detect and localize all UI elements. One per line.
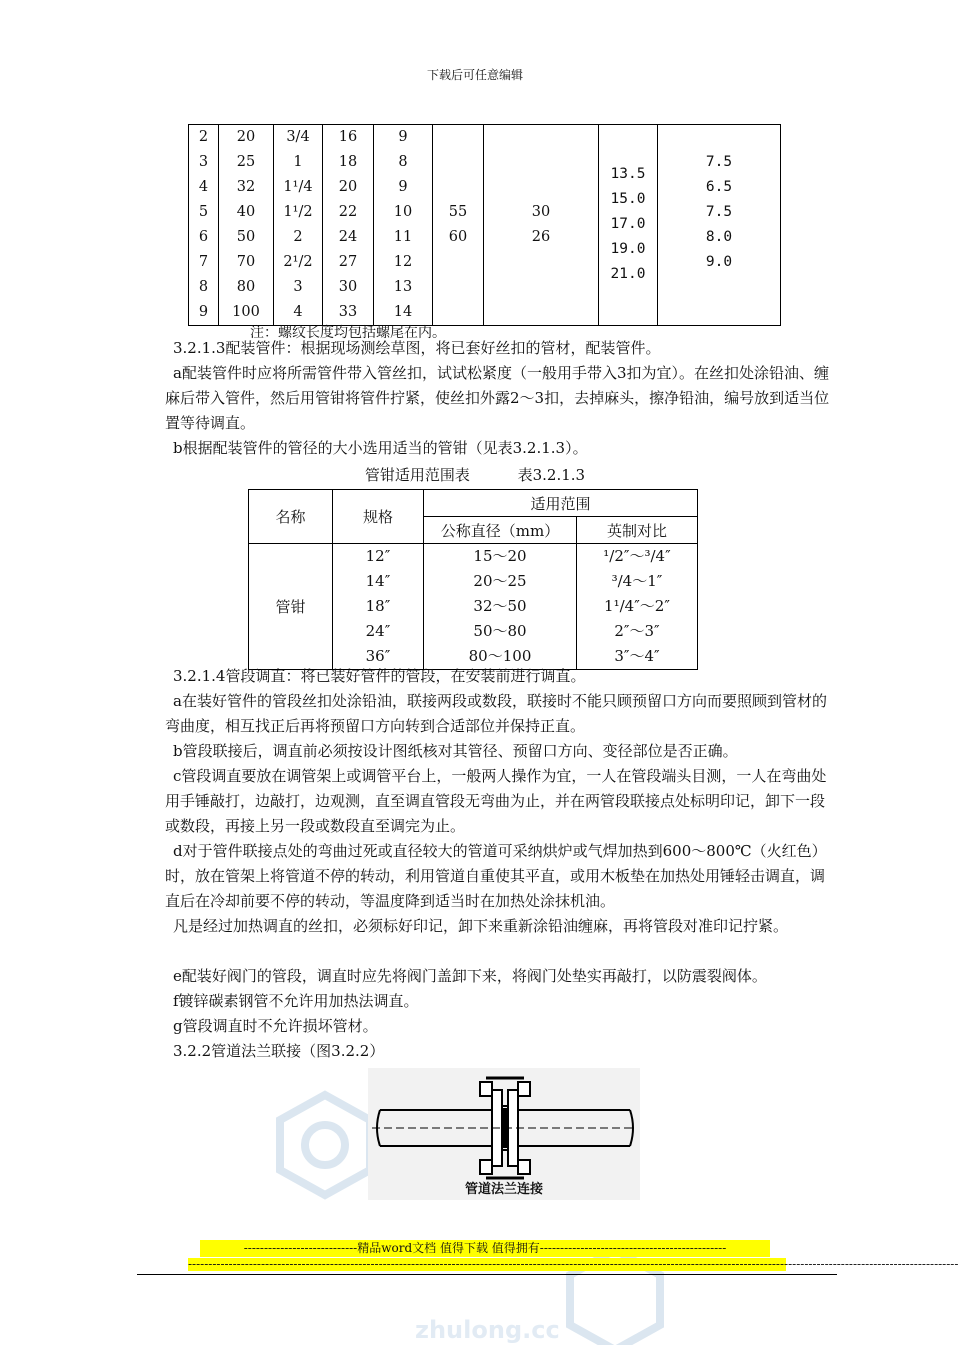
para-d: d对于管件联接点处的弯曲过死或直径较大的管道可采纳烘炉或气焊加热到600～800℃（火红色）时，放在管架上将管道不停的转动，利用管道自重使其平直，或用木板垫在加热处用锤轻击调直，调直后在冷却前要不停的转动，等温度降到适当时在加热处涂抹机油。 xyxy=(165,842,827,910)
col-7 xyxy=(484,125,598,250)
cell-value: 32 xyxy=(236,179,256,195)
col-2 xyxy=(219,125,273,325)
header-dia: 公称直径（mm） xyxy=(424,517,577,544)
cell-value: 3″～4″ xyxy=(614,647,660,665)
cell-value: 20～25 xyxy=(473,572,527,590)
cell-value: 13 xyxy=(393,279,413,295)
cell-value: 13.5 xyxy=(610,166,646,182)
cell-value: 21.0 xyxy=(610,266,646,282)
cell-value: 2¹/2 xyxy=(283,254,313,270)
col-4 xyxy=(323,125,373,325)
cell-value: 1¹/2 xyxy=(283,204,313,220)
cell-value: 12 xyxy=(393,254,413,270)
watermark-logo xyxy=(270,1090,380,1200)
cell-value: 1¹/4 xyxy=(283,179,313,195)
header-note: 下载后可任意编辑 xyxy=(426,68,523,82)
cell-value: 5 xyxy=(198,204,209,220)
cell-value: 32～50 xyxy=(473,597,527,615)
cell-value: 18″ xyxy=(365,597,391,615)
cell-value: 40 xyxy=(236,204,256,220)
cell-value: 17.0 xyxy=(610,216,646,232)
para-a1: a配装管件时应将所需管件带入管丝扣，试试松紧度（一般用手带入3扣为宜）。在丝扣处涂铅油、缠麻后带入管件，然后用管钳将管件拧紧，使丝扣外露2～3扣，去掉麻头，擦净铅油，编号放到适当位置等待调直。 xyxy=(165,364,830,432)
figure-caption: 管道法兰连接 xyxy=(464,1182,543,1197)
col-9 xyxy=(658,125,780,275)
col-1 xyxy=(189,125,218,325)
table-row xyxy=(189,125,781,326)
cell-value: 4 xyxy=(198,179,209,195)
cell-value: 25 xyxy=(236,154,256,170)
para-a2: a在装好管件的管段丝扣处涂铅油，联接两段或数段，联接时不能只顾预留口方向而要照顾到管材的弯曲度，相互找正后再将预留口方向转到合适部位并保持正直。 xyxy=(165,692,827,735)
table2-caption: 管钳适用范围表 表3.2.1.3 xyxy=(364,466,586,484)
cell-value: 30 xyxy=(531,204,551,220)
cell-value: 1¹/4″～2″ xyxy=(604,597,670,615)
thread-table xyxy=(188,124,781,326)
cell-value: 22 xyxy=(338,204,358,220)
para-322: 3.2.2管道法兰联接（图3.2.2） xyxy=(173,1042,385,1060)
cell-value: 2 xyxy=(293,229,303,245)
para-b2: b管段联接后，调直前必须按设计图纸核对其管径、预留口方向、变径部位是否正确。 xyxy=(173,742,738,760)
cell-value: 2″～3″ xyxy=(614,622,660,640)
cell-value: 60 xyxy=(448,229,468,245)
cell-value: 15～20 xyxy=(473,547,527,565)
cell-value: 3 xyxy=(198,154,209,170)
cell-value: 9 xyxy=(398,179,408,195)
footer-line xyxy=(137,1274,837,1275)
cell-value: 10 xyxy=(393,204,413,220)
cell-value: 24 xyxy=(338,229,358,245)
cell-value: 3/4 xyxy=(286,129,310,145)
cell-value: 6 xyxy=(198,229,209,245)
cell-value: 1 xyxy=(293,154,303,170)
cell-value: 19.0 xyxy=(610,241,646,257)
para-f: f镀锌碳素钢管不允许用加热法调直。 xyxy=(173,992,419,1010)
cell-value: 8 xyxy=(398,154,408,170)
header-spec: 规格 xyxy=(333,490,424,544)
header-imp: 英制对比 xyxy=(577,517,698,544)
cell-value: 20 xyxy=(236,129,256,145)
cell-value: 8.0 xyxy=(705,229,733,245)
cell-value: 36″ xyxy=(365,647,391,665)
footer-dashes: ---------------------------------------------------------------------------------------------------------------------------------------------------------------------------------------------- xyxy=(188,1257,958,1271)
para-g: g管段调直时不允许损坏管材。 xyxy=(173,1017,378,1035)
flange-figure xyxy=(368,1068,640,1200)
cell-value: 27 xyxy=(338,254,358,270)
cell-value: 70 xyxy=(236,254,256,270)
cell-value: ³/4～1″ xyxy=(611,572,663,590)
tool-name: 管钳 xyxy=(249,544,333,670)
cell-value: 11 xyxy=(393,229,413,245)
cell-value: 6.5 xyxy=(705,179,733,195)
cell-value: 16 xyxy=(338,129,358,145)
cell-value: 4 xyxy=(293,304,303,320)
col-3 xyxy=(274,125,322,325)
para-heat: 凡是经过加热调直的丝扣，必须标好印记，卸下来重新涂铅油缠麻，再将管段对准印记拧紧。 xyxy=(173,917,789,935)
cell-value: 9 xyxy=(398,129,408,145)
cell-value: 8 xyxy=(198,279,209,295)
cell-value: 50 xyxy=(236,229,256,245)
cell-value: 50～80 xyxy=(473,622,527,640)
cell-value: 9 xyxy=(198,304,209,320)
cell-value: 14 xyxy=(393,304,413,320)
cell-value: 24″ xyxy=(365,622,391,640)
col-5 xyxy=(374,125,432,325)
para-c: c管段调直要放在调管架上或调管平台上，一般两人操作为宜，一人在管段端头目测，一人在弯曲处用手锤敲打，边敲打，边观测，直至调直管段无弯曲为止，并在两管段联接点处标明印记，卸下一段或数段，再接上另一段或数段直至调完为止。 xyxy=(165,767,827,835)
para-b1: b根据配装管件的管径的大小选用适当的管钳（见表3.2.1.3）。 xyxy=(173,439,588,457)
cell-value: 14″ xyxy=(365,572,391,590)
cell-value: 7 xyxy=(198,254,209,270)
spec-list xyxy=(333,544,423,669)
cell-value: 7.5 xyxy=(705,154,733,170)
footer-banner: ----------------------------精品word文档 值得下载 值得拥有---------------------------------------------- xyxy=(200,1240,770,1257)
cell-value: 80～100 xyxy=(468,647,532,665)
cell-value: ¹/2″～³/4″ xyxy=(603,547,671,565)
cell-value: 55 xyxy=(448,204,468,220)
cell-value: 15.0 xyxy=(610,191,646,207)
col-8 xyxy=(599,125,657,287)
cell-value: 9.0 xyxy=(705,254,733,270)
cell-value: 3 xyxy=(293,279,303,295)
cell-value: 33 xyxy=(338,304,358,320)
watermark-text: zhulong.cc xyxy=(415,1316,560,1344)
pipe-wrench-table xyxy=(248,489,698,670)
dia-list xyxy=(424,544,576,669)
para-3213: 3.2.1.3配装管件：根据现场测绘草图，将已套好丝扣的管材，配装管件。 xyxy=(173,339,661,357)
cell-value: 30 xyxy=(338,279,358,295)
para-3214: 3.2.1.4管段调直：将已装好管件的管段，在安装前进行调直。 xyxy=(173,667,586,685)
cell-value: 100 xyxy=(232,304,260,320)
header-range: 适用范围 xyxy=(424,490,698,517)
cell-value: 18 xyxy=(338,154,358,170)
header-name: 名称 xyxy=(249,490,333,544)
imp-list xyxy=(577,544,697,669)
table1-note: 注：螺纹长度均包括螺尾在内。 xyxy=(250,325,446,341)
para-e: e配装好阀门的管段，调直时应先将阀门盖卸下来，将阀门处垫实再敲打，以防震裂阀体。 xyxy=(173,967,767,985)
cell-value: 20 xyxy=(338,179,358,195)
cell-value: 12″ xyxy=(365,547,391,565)
cell-value: 80 xyxy=(236,279,256,295)
cell-value: 26 xyxy=(531,229,551,245)
col-6 xyxy=(433,125,483,250)
cell-value: 2 xyxy=(198,129,209,145)
cell-value: 7.5 xyxy=(705,204,733,220)
